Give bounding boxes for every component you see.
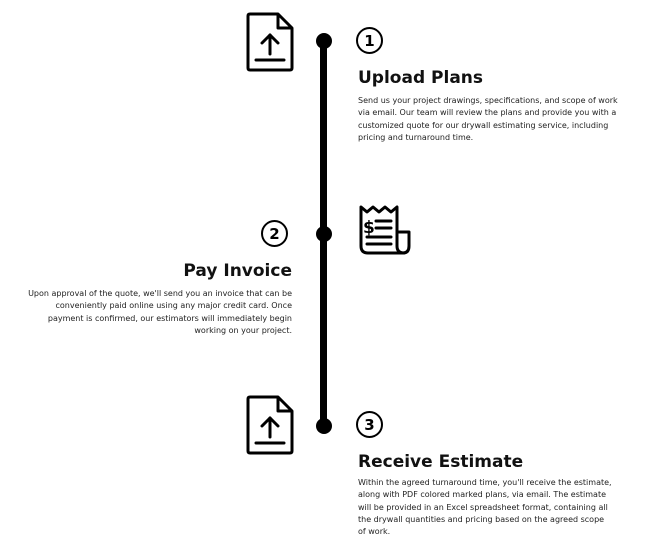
timeline-dot-step-3	[316, 418, 332, 434]
step-3-title: Receive Estimate	[358, 452, 524, 472]
timeline-dot-step-1	[316, 33, 332, 49]
invoice-receipt-icon	[358, 204, 414, 262]
svg-text:$: $	[363, 218, 375, 238]
timeline-dot-step-2	[316, 226, 332, 242]
step-2-title: Pay Invoice	[183, 261, 292, 281]
step-2-description: Upon approval of the quote, we'll send you an invoice that can be conveniently paid online using any major credit card. Once payment is confirmed, our estimators will immediately begin working on your project.	[28, 289, 292, 335]
step-3-number: 3	[356, 411, 383, 438]
step-1-number: 1	[356, 27, 383, 54]
step-1-title: Upload Plans	[358, 68, 484, 88]
step-1-description: Send us your project drawings, specifications, and scope of work via email. Our team will review the plans and provide you with a customized quote for our drywall estimating service, including pricing and turnaround time.	[358, 96, 618, 142]
upload-file-icon	[246, 395, 294, 459]
step-3-description: Within the agreed turnaround time, you'll receive the estimate, along with PDF colored marked plans, via email. The estimate will be provided in an Excel spreadsheet format, containing all the drywall quantities and pricing based on the agreed scope of work.	[358, 478, 612, 537]
upload-file-icon	[246, 12, 294, 76]
step-2-number: 2	[261, 220, 288, 247]
